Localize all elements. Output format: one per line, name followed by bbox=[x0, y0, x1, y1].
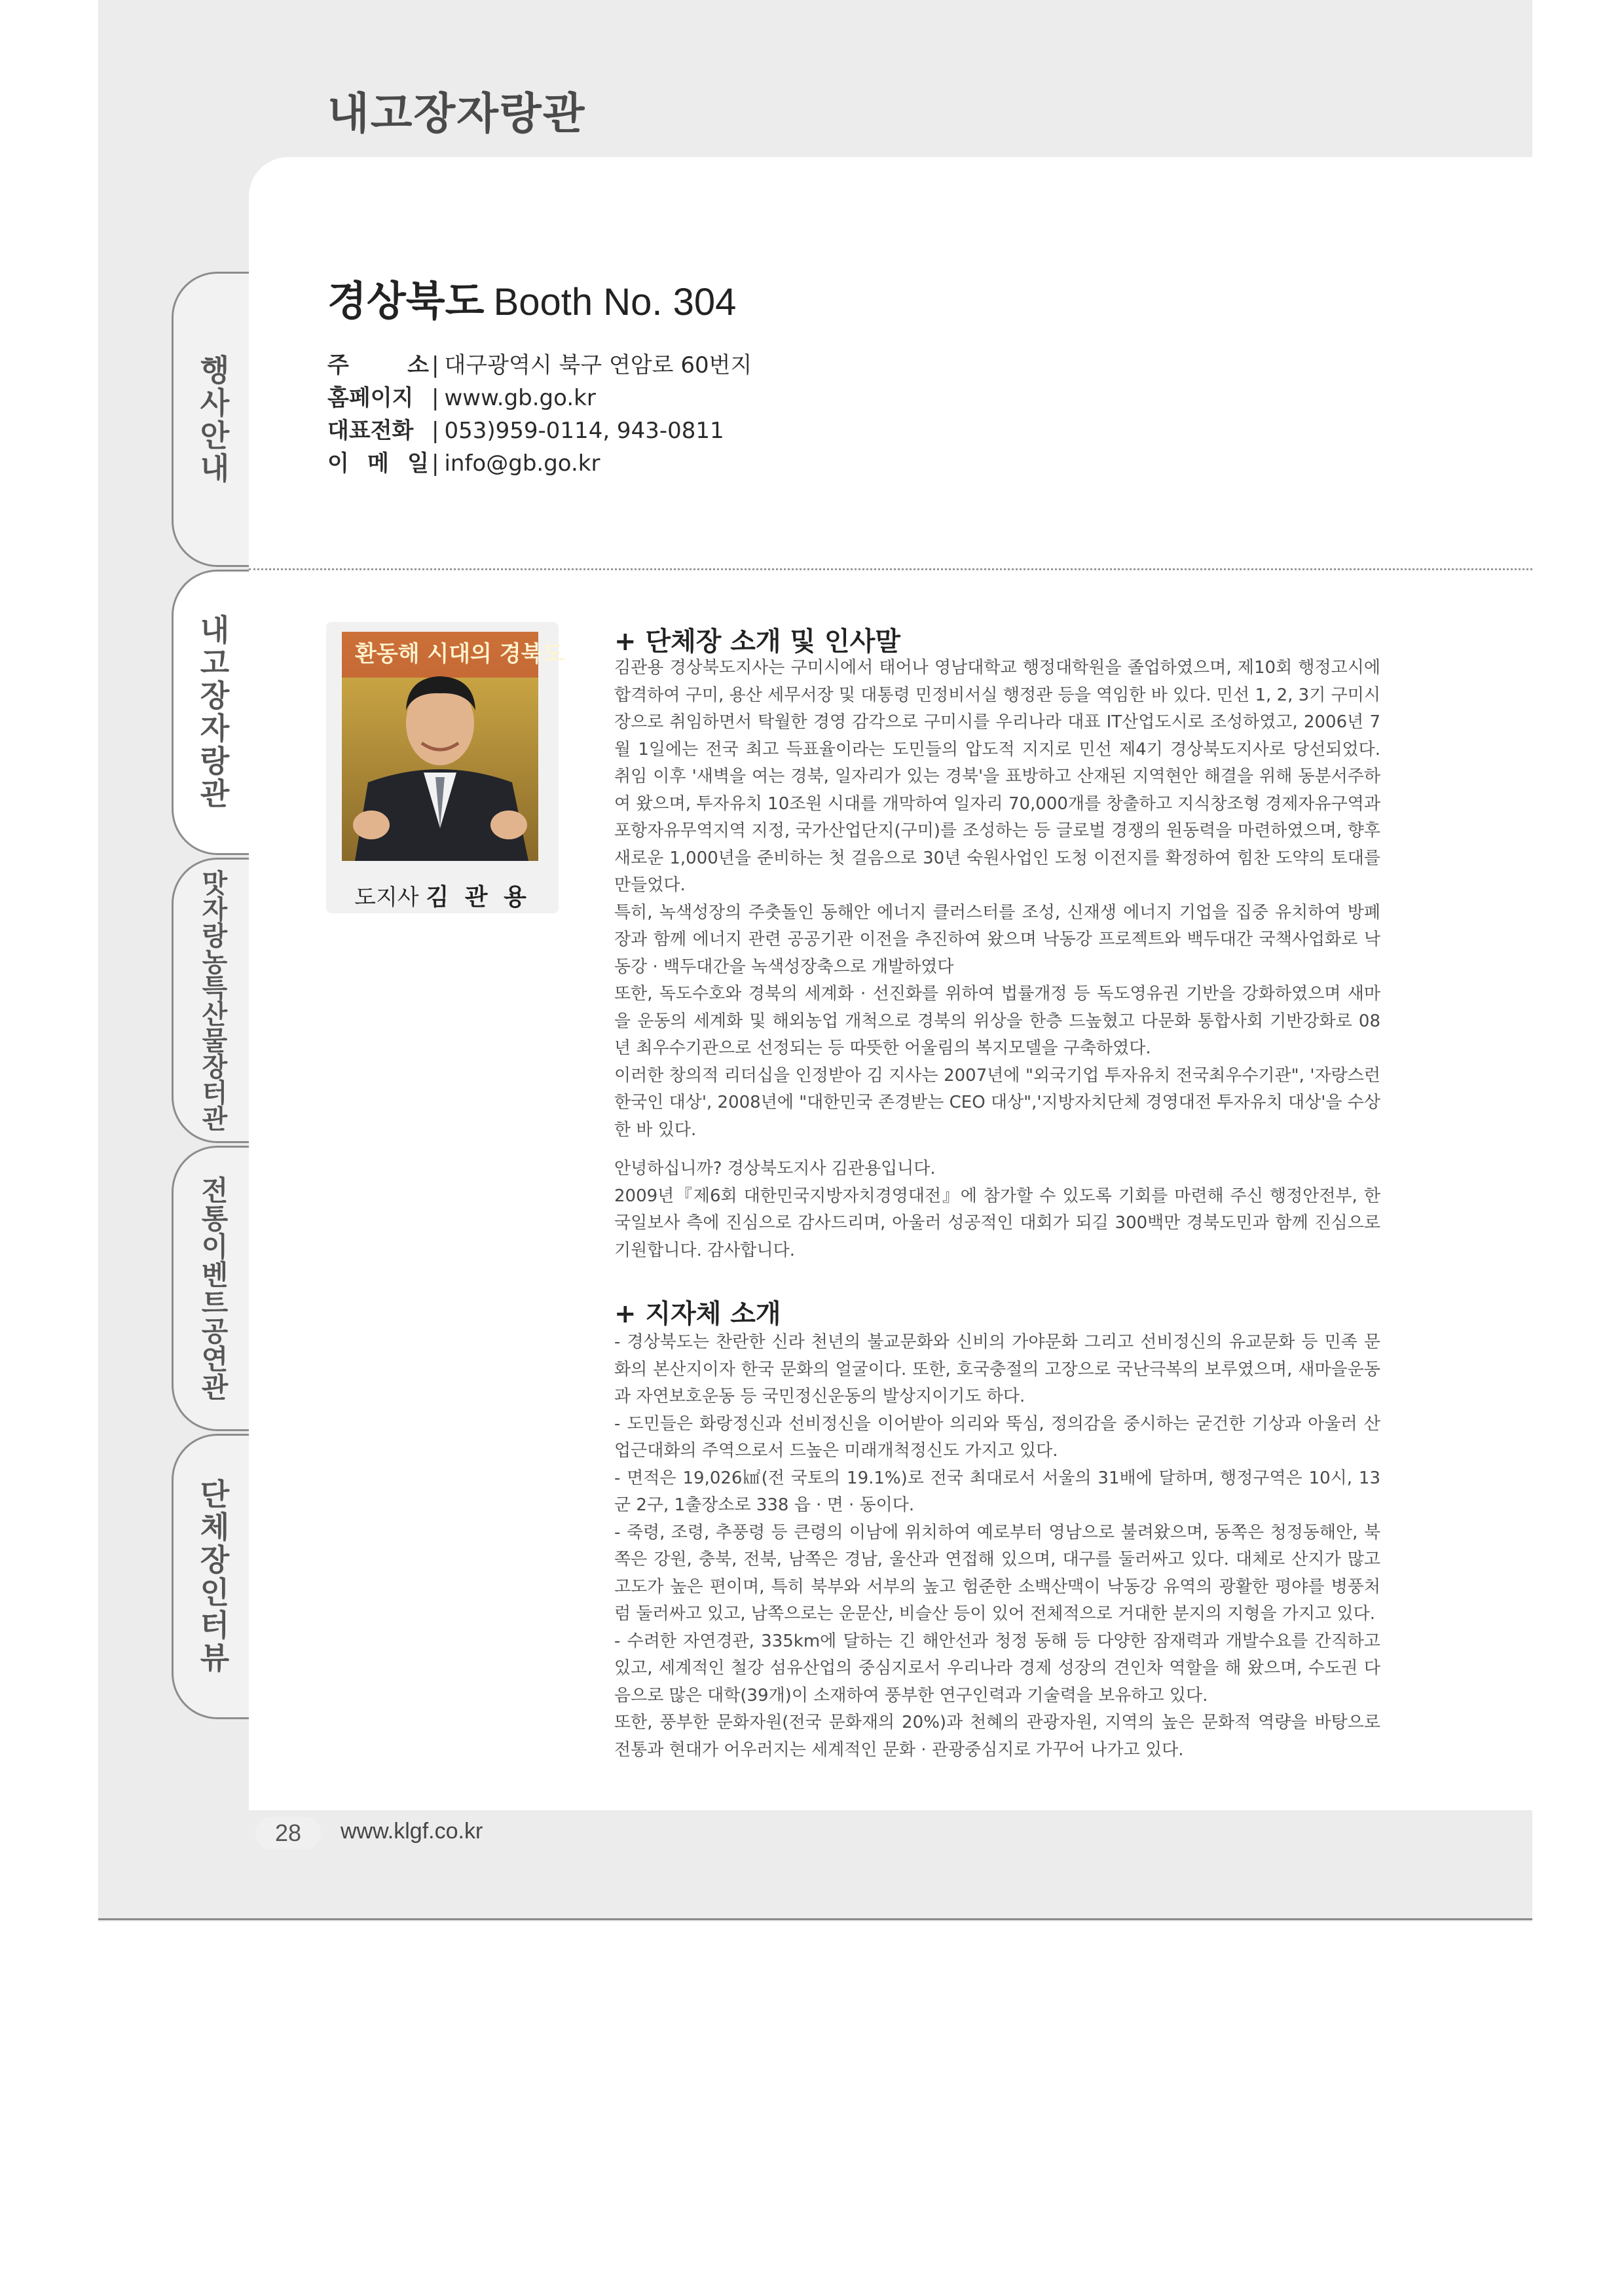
info-value: 053)959-0114, 943-0811 bbox=[444, 418, 724, 444]
photo-caption bbox=[326, 879, 559, 912]
intro-paragraph: 이러한 창의적 리더십을 인정받아 김 지사는 2007년에 "외국기업 투자유치 전국최우수기관", '자랑스런 한국인 대상', 2008년에 "대한민국 존경받는 CEO 대상",'지방자치단체 경영대전 투자유치 대상'을 수상한 바 있다. bbox=[614, 1065, 1380, 1140]
tab-mayor-interview[interactable] bbox=[172, 1434, 252, 1719]
info-value[interactable]: info@gb.go.kr bbox=[444, 450, 600, 477]
info-address: 주 소 | 대구광역시 북구 연암로 60번지 bbox=[327, 347, 752, 379]
intro-body bbox=[614, 655, 1380, 1264]
tab-local-pride[interactable] bbox=[172, 570, 252, 855]
region-paragraph: - 경상북도는 찬란한 신라 천년의 불교문화와 신비의 가야문화 그리고 선비정신의 유교문화 등 민족 문화의 본산지이자 한국 문화의 얼굴이다. 또한, 호국충절의 고장으로 국난극복의 보루였으며, 새마을운동과 자연보호운동 등 국민정신운동의 발상지이기도 하다. bbox=[614, 1332, 1380, 1406]
info-value: 대구광역시 북구 연암로 60번지 bbox=[444, 352, 752, 378]
tab-label: 전통이벤트공연관 bbox=[197, 1176, 229, 1401]
tab-traditional-events[interactable] bbox=[172, 1146, 252, 1431]
caption-name: 김 관 용 bbox=[426, 884, 530, 911]
info-label: 대표전화 bbox=[327, 418, 414, 444]
greeting-line: 안녕하십니까? 경상북도지사 김관용입니다. bbox=[614, 1159, 936, 1178]
section-heading-region: + 지자체 소개 bbox=[614, 1299, 781, 1329]
region-paragraph: 또한, 풍부한 문화자원(전국 문화재의 20%)과 천혜의 관광자원, 지역의 높은 문화적 역량을 바탕으로 전통과 현대가 어우러지는 세계적인 문화 · 관광중심지로 가꾸어 나가고 있다. bbox=[614, 1713, 1380, 1760]
tab-label: 맛자랑농특산물장터관 bbox=[197, 869, 228, 1131]
region-paragraph: - 수려한 자연경관, 335km에 달하는 긴 해안선과 청정 동해 등 다양한 잠재력과 개발수요를 간직하고 있고, 세계적인 철강 섬유산업의 중심지로서 우리나라 경제 성장의 견인차 역할을 해 왔으며, 수도권 다음으로 많은 대학(39개)이 소재하여 풍부한 연구인력과 기술력을 보유하고 있다. bbox=[614, 1631, 1380, 1705]
section-title: 내고장자랑관 bbox=[327, 88, 586, 139]
page-bottom-rule bbox=[98, 1918, 1532, 1920]
region-paragraph: - 면적은 19,026㎢(전 국토의 19.1%)로 전국 최대로서 서울의 31배에 달하며, 행정구역은 10시, 13군 2구, 1출장소로 338 읍 · 면 · 동이다. bbox=[614, 1468, 1380, 1515]
intro-paragraph: 김관용 경상북도지사는 구미시에서 태어나 영남대학교 행정대학원을 졸업하였으며, 제10회 행정고시에 합격하여 구미, 용산 세무서장 및 대통령 민정비서실 행정관 등을 역임한 바 있다. 민선 1, 2, 3기 구미시장으로 취임하면서 탁월한 경영 감각으로 구미시를 우리나라 대표 IT산업도시로 조성하였고, 2006년 7월 1일에는 전국 최고 득표율이라는 도민들의 압도적 지지로 민선 제4기 경상북도지사로 당선되었다. 취임 이후 '새벽을 여는 경북, 일자리가 있는 경북'을 표방하고 산재된 지역현안 해결을 위해 동분서주하여 왔으며, 투자유치 10조원 시대를 개막하여 일자리 70,000개를 창출하고 지식창조형 경제자유구역과 포항자유무역지역 지정, 국가산업단지(구미)를 조성하는 등 글로벌 경쟁의 원동력을 마련하였으며, 향후 새로운 1,000년을 준비하는 첫 걸음으로 30년 숙원사업인 도청 이전지를 확정하여 힘찬 도약의 토대를 만들었다. bbox=[614, 658, 1380, 895]
tab-label: 행사안내 bbox=[195, 354, 231, 485]
booth-number: Booth No. 304 bbox=[493, 281, 737, 323]
region-paragraph: - 도민들은 화랑정신과 선비정신을 이어받아 의리와 뚝심, 정의감을 중시하는 굳건한 기상과 아울러 산업근대화의 주역으로서 드높은 미래개척정신도 가지고 있다. bbox=[614, 1413, 1380, 1461]
info-label: 이 메 일 bbox=[327, 450, 429, 477]
tab-label: 내고장자랑관 bbox=[195, 614, 231, 811]
intro-paragraph: 또한, 독도수호와 경북의 세계화 · 선진화를 위하여 법률개정 등 독도영유권 기반을 강화하였으며 새마을 운동의 세계화 및 해외농업 개척으로 경북의 위상을 한층 드높혔고 다문화 통합사회 기반강화로 08년 최우수기관으로 선정되는 등 따뜻한 어울림의 복지모델을 구축하였다. bbox=[614, 984, 1380, 1058]
info-value[interactable]: www.gb.go.kr bbox=[444, 385, 596, 411]
section-heading-intro: + 단체장 소개 및 인사말 bbox=[614, 627, 900, 657]
divider bbox=[249, 568, 1532, 570]
greeting-line: 2009년『제6회 대한민국지방자치경영대전』에 참가할 수 있도록 기회를 마련해 주신 행정안전부, 한국일보사 측에 진심으로 감사드리며, 아울러 성공적인 대회가 되길 300백만 경북도민과 함께 진심으로 기원합니다. 감사합니다. bbox=[614, 1186, 1380, 1260]
info-phone: 대표전화 | 053)959-0114, 943-0811 bbox=[327, 412, 724, 445]
info-label: 홈페이지 bbox=[327, 385, 414, 411]
tab-label: 단체장인터뷰 bbox=[195, 1478, 231, 1675]
caption-title: 도지사 bbox=[354, 884, 419, 911]
org-name: 경상북도 bbox=[327, 277, 485, 325]
footer-url[interactable]: www.klgf.co.kr bbox=[341, 1819, 483, 1844]
org-title bbox=[327, 268, 736, 327]
region-body bbox=[614, 1329, 1380, 1764]
tab-event-guide[interactable] bbox=[172, 272, 252, 567]
info-label: 주 소 bbox=[327, 352, 429, 378]
page-number: 28 bbox=[255, 1817, 321, 1850]
region-paragraph: - 죽령, 조령, 추풍령 등 큰령의 이남에 위치하여 예로부터 영남으로 불려왔으며, 동쪽은 청정동해안, 북쪽은 강원, 충북, 전북, 남쪽은 경남, 울산과 연접해 있으며, 대구를 둘러싸고 있다. 대체로 산지가 많고 고도가 높은 편이며, 특히 북부와 서부의 높고 험준한 소백산맥이 낙동강 유역의 광활한 평야를 병풍처럼 둘러싸고 있고, 남쪽으로는 운문산, 비슬산 등이 있어 전체적으로 거대한 분지의 지형을 가지고 있다. bbox=[614, 1522, 1380, 1624]
intro-paragraph: 특히, 녹색성장의 주춧돌인 동해안 에너지 클러스터를 조성, 신재생 에너지 기업을 집중 유치하여 방폐장과 함께 에너지 관련 공공기관 이전을 추진하여 왔으며 낙동강 프로젝트와 백두대간 국책사업화로 낙동강 · 백두대간을 녹색성장축으로 개발하였다 bbox=[614, 902, 1380, 977]
info-email: 이 메 일 | info@gb.go.kr bbox=[327, 445, 600, 477]
governor-portrait-illustration bbox=[342, 632, 564, 861]
info-homepage: 홈페이지 | www.gb.go.kr bbox=[327, 380, 596, 412]
tab-food-market[interactable] bbox=[172, 858, 252, 1143]
photo-banner-text: 환동해 시대의 경북도 bbox=[355, 641, 564, 667]
governor-photo bbox=[342, 632, 564, 861]
